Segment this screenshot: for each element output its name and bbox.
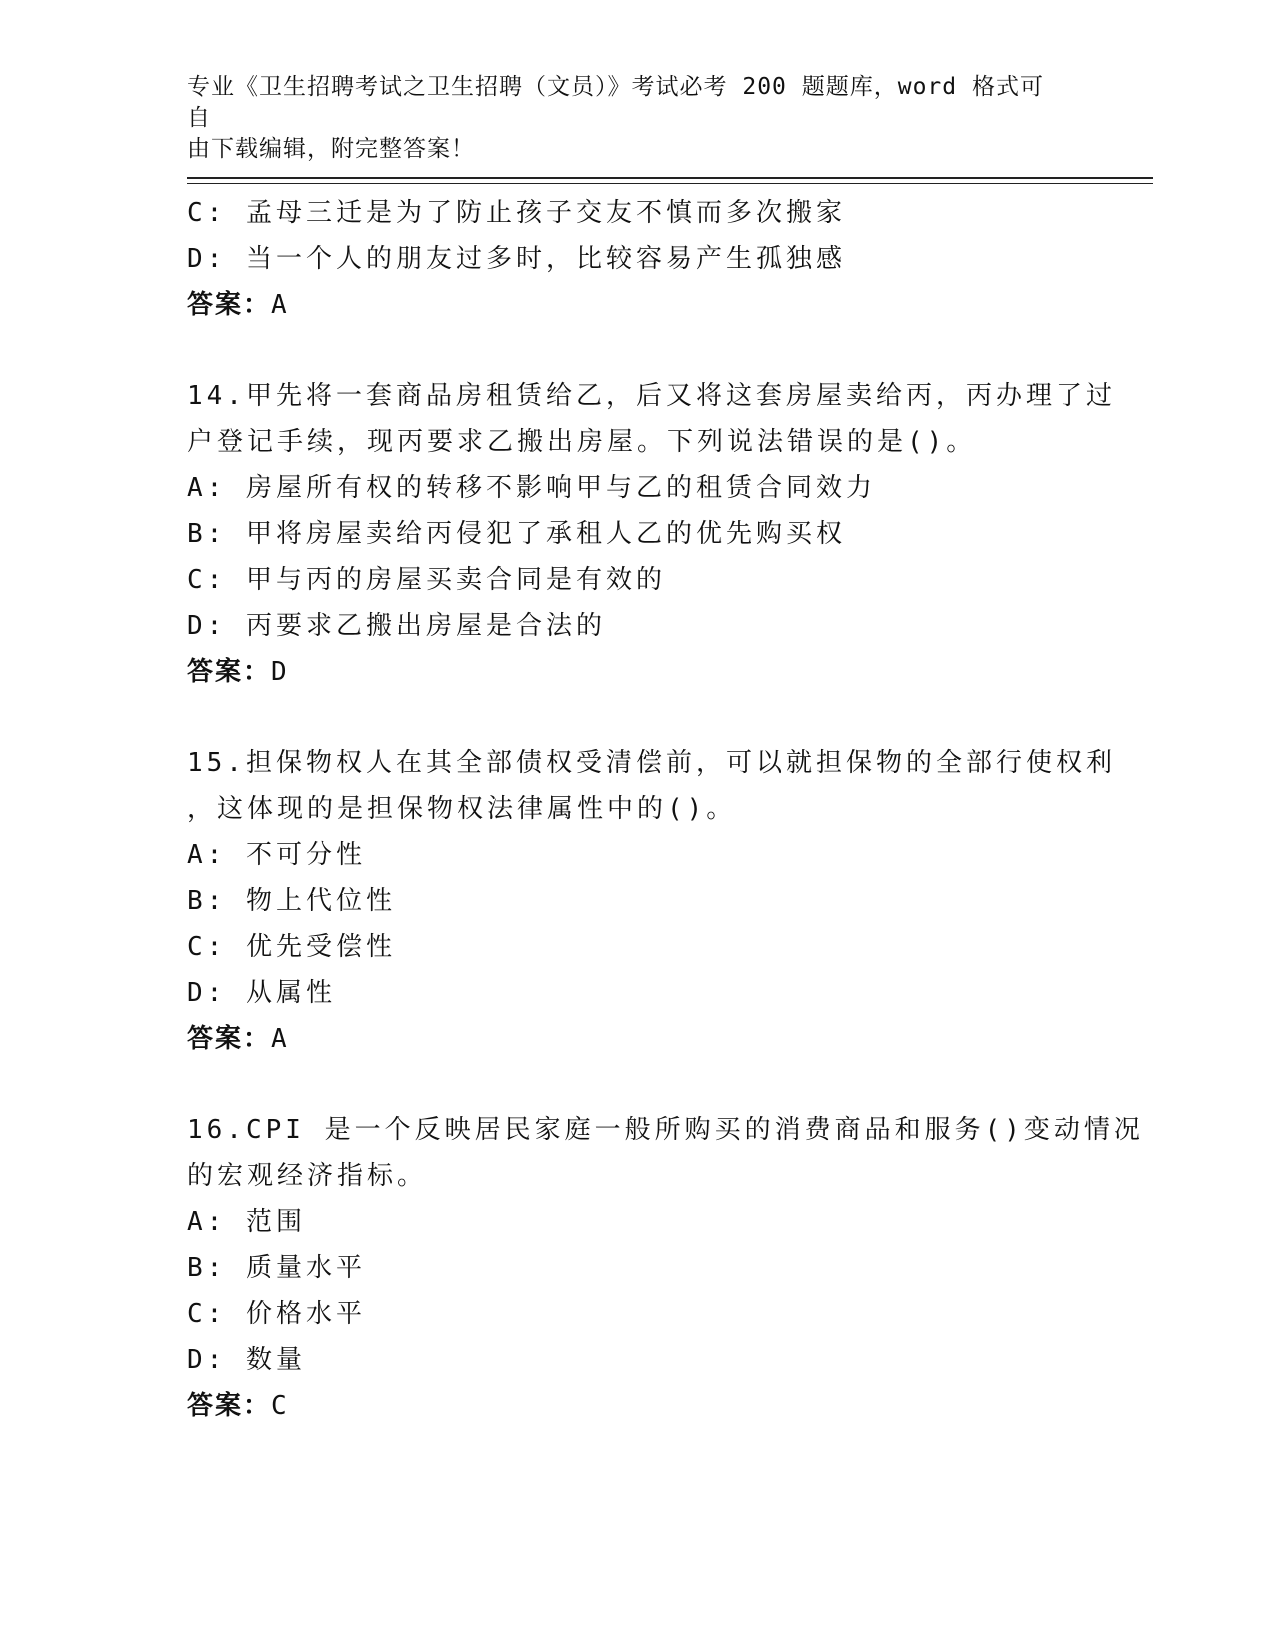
answer-label: 答案： (187, 290, 272, 320)
question-stem-line: 的宏观经济指标。 (187, 1161, 428, 1191)
option-text: 价格水平 (245, 1299, 366, 1329)
header-line-2: 由下载编辑，附完整答案！ (187, 136, 475, 162)
option-text: 房屋所有权的转移不影响甲与乙的租赁合同效力 (245, 473, 876, 503)
option-text: 范围 (245, 1207, 306, 1237)
option-d (187, 970, 1077, 1016)
option-a (187, 465, 1077, 511)
question-stem-line: 户登记手续，现丙要求乙搬出房屋。下列说法错误的是()。 (187, 427, 977, 457)
question-15 (187, 740, 1116, 1062)
option-label: D: (187, 1345, 227, 1375)
document-header (187, 72, 1067, 165)
answer-value: D (271, 657, 287, 687)
option-c (187, 1291, 1077, 1337)
answer-line (187, 649, 1077, 695)
option-text: 丙要求乙搬出房屋是合法的 (245, 611, 606, 641)
option-text: 甲将房屋卖给丙侵犯了承租人乙的优先购买权 (245, 519, 846, 549)
answer-value: A (271, 290, 287, 320)
option-c (187, 924, 1077, 970)
answer-label: 答案： (187, 657, 272, 687)
option-label: C: (187, 932, 227, 962)
option-text: 优先受偿性 (245, 932, 396, 962)
question-14 (187, 373, 1116, 695)
option-label: C: (187, 1299, 227, 1329)
option-d (187, 236, 1077, 282)
option-label: B: (187, 886, 227, 916)
option-label: A: (187, 840, 227, 870)
option-a (187, 832, 1077, 878)
option-label: A: (187, 473, 227, 503)
header-line-1: 专业《卫生招聘考试之卫生招聘（文员）》考试必考 200 题题库，word 格式可自 (187, 74, 1044, 131)
option-text: 甲与丙的房屋买卖合同是有效的 (245, 565, 666, 595)
option-label: B: (187, 1253, 227, 1283)
answer-label: 答案： (187, 1024, 272, 1054)
question-stem-line: ，这体现的是担保物权法律属性中的()。 (187, 794, 737, 824)
option-text: 当一个人的朋友过多时，比较容易产生孤独感 (245, 244, 846, 274)
option-text: 物上代位性 (245, 886, 396, 916)
option-label: D: (187, 244, 227, 274)
answer-value: C (271, 1391, 287, 1421)
option-d (187, 603, 1077, 649)
answer-line (187, 1016, 1077, 1062)
question-stem-line: 16.CPI 是一个反映居民家庭一般所购买的消费商品和服务()变动情况 (187, 1115, 1144, 1145)
option-text: 质量水平 (245, 1253, 366, 1283)
option-c (187, 190, 1077, 236)
option-label: C: (187, 565, 227, 595)
option-b (187, 878, 1077, 924)
option-label: B: (187, 519, 227, 549)
option-label: A: (187, 1207, 227, 1237)
question-stem-line: 14.甲先将一套商品房租赁给乙，后又将这套房屋卖给丙，丙办理了过 (187, 381, 1116, 411)
option-b (187, 1245, 1077, 1291)
option-text: 从属性 (245, 978, 336, 1008)
question-13-tail (187, 190, 1077, 328)
option-c (187, 557, 1077, 603)
option-b (187, 511, 1077, 557)
answer-line (187, 282, 1077, 328)
option-d (187, 1337, 1077, 1383)
question-stem-line: 15.担保物权人在其全部债权受清偿前，可以就担保物的全部行使权利 (187, 748, 1116, 778)
answer-label: 答案： (187, 1391, 272, 1421)
option-text: 不可分性 (245, 840, 366, 870)
header-divider-thin (187, 183, 1153, 184)
option-text: 数量 (245, 1345, 306, 1375)
question-list (187, 190, 1144, 1429)
option-label: C: (187, 198, 227, 228)
option-label: D: (187, 611, 227, 641)
answer-line (187, 1383, 1077, 1429)
option-text: 孟母三迁是为了防止孩子交友不慎而多次搬家 (245, 198, 846, 228)
option-label: D: (187, 978, 227, 1008)
option-a (187, 1199, 1077, 1245)
question-16 (187, 1107, 1144, 1429)
header-divider-thick (187, 177, 1153, 179)
answer-value: A (271, 1024, 287, 1054)
